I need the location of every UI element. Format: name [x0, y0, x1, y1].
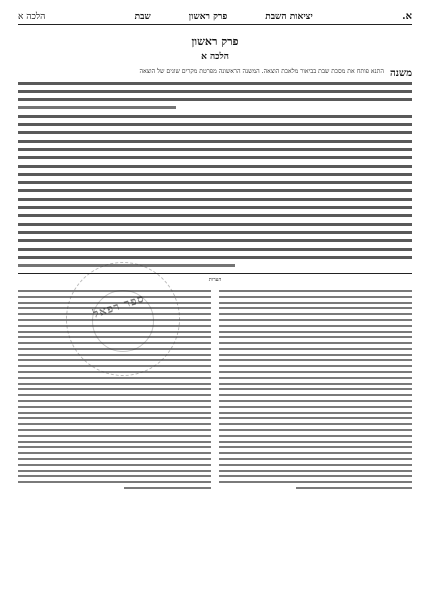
- text-line: [18, 214, 412, 217]
- text-line: [18, 156, 412, 159]
- footnotes-column-right: [219, 286, 412, 493]
- text-line: [18, 140, 412, 143]
- text-line: [18, 198, 412, 201]
- running-head: [135, 11, 313, 22]
- halacha-title: הלכה א: [201, 52, 229, 62]
- notes-divider: [18, 273, 412, 274]
- text-line: [18, 223, 412, 226]
- chapter-title: פרק ראשון: [191, 35, 239, 48]
- text-line: [18, 148, 412, 151]
- mishna-label: משנה: [389, 68, 412, 79]
- running-head-tractate: שבת: [134, 12, 151, 22]
- stamp-text: ספר רפאל: [91, 291, 147, 321]
- text-line: [18, 256, 412, 259]
- notes-title: הערות: [208, 277, 222, 284]
- text-line: [18, 106, 176, 109]
- page-number: א.: [402, 11, 412, 22]
- text-line: [18, 90, 412, 93]
- text-line: [18, 248, 412, 251]
- text-line: [18, 206, 412, 209]
- running-head-halacha: הלכה א: [18, 12, 46, 22]
- text-line: [18, 181, 412, 184]
- text-line: [18, 98, 412, 101]
- text-line: [18, 231, 412, 234]
- running-head-chapter: פרק ראשון: [188, 12, 228, 22]
- main-commentary: [18, 68, 412, 267]
- running-head-tractate-section: יציאות השבת: [265, 12, 313, 22]
- text-line: [18, 173, 412, 176]
- text-line: [18, 123, 412, 126]
- text-line: [18, 165, 412, 168]
- text-line: [18, 115, 412, 118]
- text-line: [18, 239, 412, 242]
- text-line: [18, 189, 412, 192]
- text-line: [18, 131, 412, 134]
- text-line: [18, 82, 412, 85]
- opening-text: התנא פותח את מסכת שבת בביאור מלאכת הוצאה. המשנה הראשונה מפרטת מקרים שונים של הוצאה: [139, 68, 384, 75]
- page-header: [18, 6, 412, 25]
